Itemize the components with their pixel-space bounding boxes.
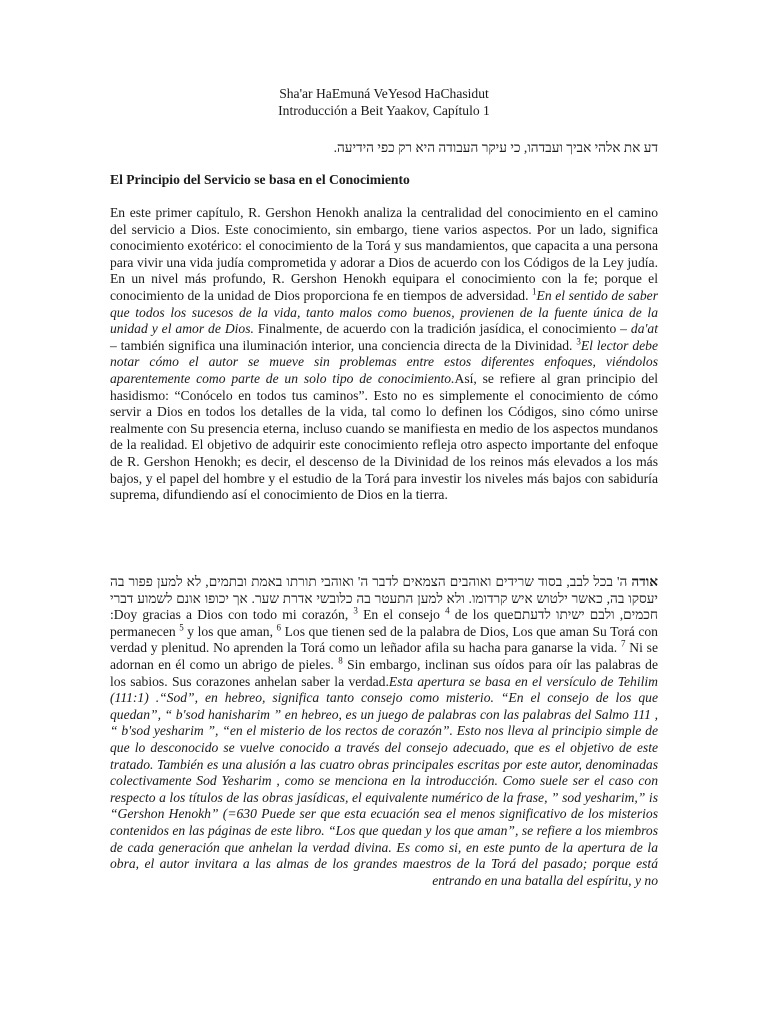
footnote-ref-4: 4 <box>445 605 450 616</box>
hebrew-epigraph: דע את אלהי אביך ועבדהו, כי עיקר העבודה היא רק כפי הידיעה. <box>333 140 658 155</box>
footnote-ref-5: 5 <box>179 622 184 633</box>
document-title: Sha'ar HaEmuná VeYesod HaChasidut <box>279 86 489 101</box>
para2-text-f: Ni se adornan en él como un abrigo de pieles. <box>110 640 658 672</box>
para1-text-d: Así, se refiere al gran principio del hasidismo: “Conócelo en todos tus caminos”. Esto no es simplemente el conocimiento de cómo servir a Dios en todos los detalles de la vida, tal como lo definen los Códigos, sino cómo unirse realmente con Su presencia eterna, incluso cuando se manifiesta en medio de los aspectos mundanos de la realidad. El objetivo de adquirir este conocimiento refleja otro aspecto importante del enfoque de R. Gershon Henokh; es decir, el descenso de la Divinidad de los reinos más elevados a los más bajos, y el papel del hombre y el estudio de la Torá para investir los niveles más bajos con sabiduría suprema, difundiendo así el conocimiento de Dios en la tierra. <box>110 370 659 503</box>
document-title-block <box>110 86 658 120</box>
footnote-ref-1: 1 <box>532 286 537 297</box>
para1-text-c: – también significa una iluminación interior, una conciencia directa de la Divinidad. <box>110 337 577 353</box>
hebrew-opening-text: ה' בכל לבב, בסוד שרידים ואוהבים הצמאים לדבר ה' ואוהבי תורתו באמת ובתמים, לא למען פפור בה יעסקו בה, כאשר ילטוש איש קרדומו. ולא למען התעטר בה כלובשי אדרת שער. אך יכופו אונם לשמוע דברי חכמים, ולבם ישיתו לדעתם <box>110 574 658 623</box>
paragraph-introduction <box>110 205 658 504</box>
para2-text-g: Sin embargo, inclinan sus oídos para oír las palabras de los sabios. Sus corazones anhelan saber la verdad. <box>110 656 658 689</box>
para2-text-b: En el consejo <box>357 607 446 623</box>
para2-text-c: de los que permanecen <box>110 607 514 639</box>
footnote-ref-6: 6 <box>276 622 282 633</box>
footnote-ref-8: 8 <box>338 655 343 666</box>
daat-term: da'at <box>630 321 658 337</box>
para1-italic-note-1: En el sentido de saber que todos los sucesos de la vida, tanto malos como buenos, provienen de la fuente única de la unidad y el amor de Dios. <box>110 287 658 337</box>
footnote-ref-7: 7 <box>620 638 626 649</box>
section-heading: El Principio del Servicio se basa en el Conocimiento <box>110 172 410 187</box>
para1-italic-note-2: El lector debe notar cómo el autor se mueve sin problemas entre estos diferentes enfoques, viéndolos aparentemente como parte de un solo tipo de conocimiento. <box>110 337 658 386</box>
para1-text-a: En este primer capítulo, R. Gershon Henokh analiza la centralidad del conocimiento en el camino del servicio a Dios. Este conocimiento, sin embargo, tiene varios aspectos. Por un lado, significa conocimiento exotérico: el conocimiento de la Torá y sus mandamientos, que capacita a una persona para vivir una vida judía comprometida y adorar a Dios de acuerdo con los Códigos de la Ley judía. En un nivel más profundo, R. Gershon Henokh equipara el conocimiento con la fe; porque el conocimiento de la unidad de Dios proporciona fe en tiempos de adversidad. <box>110 205 658 303</box>
para2-text-e: Los que tienen sed de la palabra de Dios, Los que aman Su Torá con verdad y plenitud. No aprenden la Torá como un leñador afila su hacha para ganarse la vida. <box>110 623 658 656</box>
hebrew-opening-word: אודה <box>631 574 658 589</box>
para2-text-a: :Doy gracias a Dios con todo mi corazón, <box>110 607 354 623</box>
footnote-ref-3b: 3 <box>353 605 358 616</box>
para1-text-b: Finalmente, de acuerdo con la tradición jasídica, el conocimiento – <box>253 321 631 337</box>
footnote-ref-3: 3 <box>576 336 581 347</box>
document-subtitle: Introducción a Beit Yaakov, Capítulo 1 <box>278 103 490 118</box>
para2-italic-commentary: Esta apertura se basa en el versículo de Tehilim (111:1) .“Sod”, en hebreo, significa tanto consejo como misterio. “En el consejo de los que quedan”, “ b'sod hanisharim ” en hebreo, es un juego de palabras con las palabras del Salmo 111 , “ b'sod yesharim ”, “en el misterio de los rectos de corazón”. Esto nos lleva al principio simple de que lo desconocido se vuelve conocido a través del consejo adecuado, que es el objetivo de este tratado. También es una alusión a las cuatro obras principales escritas por este autor, denominadas colectivamente Sod Yesharim , como se menciona en la introducción. Como suele ser el caso con respecto a los títulos de las obras jasídicas, el equivalente numérico de la frase, ” sod yesharim,” is “Gershon Henokh” (=630 Puede ser que esta ecuación sea el menos significativo de los misterios contenidos en las páginas de este libro. “Los que quedan y los que aman”, se refiere a los miembros de cada generación que anhelan la verdad divina. Es como si, en este punto de la apertura de la obra, el autor invitara a las almas de los grandes maestros de la Torá del pasado; porque está entrando en una batalla del espíritu, y no <box>110 673 658 888</box>
para2-text-d: y los que aman, <box>183 623 277 639</box>
paragraph-translation <box>110 574 658 889</box>
